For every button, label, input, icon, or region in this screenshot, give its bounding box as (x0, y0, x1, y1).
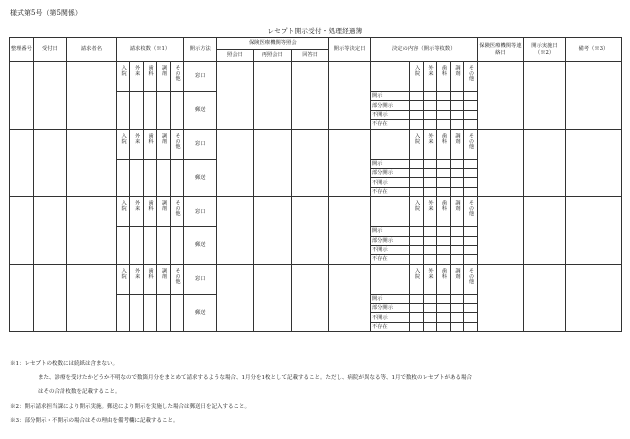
request-count-cell[interactable] (157, 227, 170, 265)
request-count-cell[interactable] (130, 159, 143, 197)
decision-count-cell[interactable] (450, 159, 463, 168)
decision-type-label-cell (410, 197, 423, 227)
entry-sai-shokai-bi-cell[interactable] (253, 197, 291, 265)
entry-biko-cell[interactable] (565, 129, 621, 197)
decision-count-cell[interactable] (437, 313, 450, 322)
decision-count-cell[interactable] (450, 178, 463, 187)
decision-count-cell[interactable] (464, 187, 478, 196)
request-count-cell[interactable] (170, 159, 184, 197)
decision-count-cell[interactable] (450, 168, 463, 177)
entry-kaito-bi-cell[interactable] (291, 62, 328, 130)
decision-count-cell[interactable] (450, 304, 463, 313)
decision-count-cell[interactable] (423, 227, 436, 236)
decision-count-cell[interactable] (464, 110, 478, 119)
header-uketsuke-bi: 受付日 (33, 38, 66, 62)
decision-count-cell[interactable] (410, 120, 423, 129)
decision-type-label: 入院 (414, 200, 421, 211)
decision-count-cell[interactable] (410, 245, 423, 254)
header-kaiji-kettei-bi: 開示等決定日 (329, 38, 370, 62)
decision-type-label: 調剤 (454, 132, 461, 143)
request-count-cell[interactable] (143, 294, 156, 332)
decision-count-cell[interactable] (464, 294, 478, 303)
decision-blank-cell (370, 264, 409, 294)
decision-count-cell[interactable] (423, 110, 436, 119)
header-kaito-bi: 回答日 (291, 50, 328, 62)
decision-type-label-cell (437, 129, 450, 159)
entry-kaiji-kettei-bi-cell[interactable] (329, 197, 370, 265)
request-count-cell[interactable] (116, 159, 129, 197)
entry-kaito-bi-cell[interactable] (291, 264, 328, 332)
request-type-label-cell (143, 264, 156, 294)
entry-renraku-bi-cell[interactable] (477, 129, 524, 197)
request-count-cell[interactable] (130, 294, 143, 332)
header-kettei-naiyo: 決定の内容（開示等枚数） (370, 38, 477, 62)
entry-sai-shokai-bi-cell[interactable] (253, 62, 291, 130)
method-label-counter: 窓口 (184, 62, 217, 92)
entry-seiri-bango-cell[interactable] (10, 197, 34, 265)
entry-uketsuke-bi-cell[interactable] (33, 197, 66, 265)
decision-type-label-cell (410, 264, 423, 294)
decision-count-cell[interactable] (464, 245, 478, 254)
request-type-label-cell (116, 197, 129, 227)
decision-count-cell[interactable] (464, 168, 478, 177)
decision-type-label-cell (410, 129, 423, 159)
request-count-cell[interactable] (170, 294, 184, 332)
entry-jisshi-bi-cell[interactable] (524, 62, 565, 130)
request-type-label-cell (170, 197, 184, 227)
request-type-label-cell (116, 129, 129, 159)
decision-label: 不開示 (370, 178, 409, 187)
request-count-cell[interactable] (143, 227, 156, 265)
entry-uketsuke-bi-cell[interactable] (33, 62, 66, 130)
entry-uketsuke-bi-cell[interactable] (33, 264, 66, 332)
entry-kaito-bi-cell[interactable] (291, 197, 328, 265)
decision-label: 不存在 (370, 187, 409, 196)
entry-shokai-bi-cell[interactable] (217, 264, 253, 332)
decision-type-label: 調剤 (454, 200, 461, 211)
request-type-label: 外来 (134, 132, 141, 143)
decision-count-cell[interactable] (464, 255, 478, 264)
decision-type-label-cell (423, 129, 436, 159)
decision-count-cell[interactable] (464, 159, 478, 168)
decision-label: 不開示 (370, 110, 409, 119)
decision-count-cell[interactable] (450, 120, 463, 129)
decision-count-cell[interactable] (450, 255, 463, 264)
decision-type-label: 外来 (427, 200, 434, 211)
request-type-label: 調剤 (161, 132, 168, 143)
entry-renraku-bi-cell[interactable] (477, 264, 524, 332)
decision-type-label: 外来 (427, 267, 434, 279)
method-label-counter: 窓口 (184, 129, 217, 159)
decision-count-cell[interactable] (437, 168, 450, 177)
decision-count-cell[interactable] (464, 313, 478, 322)
decision-label: 部分開示 (370, 168, 409, 177)
request-type-label: 入院 (120, 267, 127, 279)
request-type-label-cell (157, 129, 170, 159)
request-type-label-cell (130, 129, 143, 159)
request-type-label: 入院 (120, 65, 127, 76)
decision-type-label-cell (437, 264, 450, 294)
entry-biko-cell[interactable] (565, 264, 621, 332)
entry-jisshi-bi-cell[interactable] (524, 197, 565, 265)
request-type-label-cell (143, 197, 156, 227)
decision-label: 部分開示 (370, 101, 409, 110)
footnote-1: ※1：レセプトの枚数には続紙は含まない。 (10, 361, 119, 367)
request-count-cell[interactable] (170, 92, 184, 130)
entry-seikyusha-mei-cell[interactable] (67, 62, 117, 130)
request-count-cell[interactable] (116, 227, 129, 265)
decision-count-cell[interactable] (410, 92, 423, 101)
decision-type-label: 入院 (414, 65, 421, 76)
request-type-label: 外来 (134, 267, 141, 279)
decision-label: 不存在 (370, 322, 409, 331)
decision-count-cell[interactable] (464, 178, 478, 187)
header-renraku-bi: 保険医療機関等連絡日 (477, 38, 524, 62)
request-count-cell[interactable] (143, 92, 156, 130)
decision-label: 部分開示 (370, 236, 409, 245)
decision-count-cell[interactable] (450, 294, 463, 303)
decision-type-label-cell (423, 264, 436, 294)
method-label-mail: 郵送 (184, 294, 217, 332)
entry-kaiji-kettei-bi-cell[interactable] (329, 264, 370, 332)
decision-type-label-cell (450, 62, 463, 92)
decision-count-cell[interactable] (437, 187, 450, 196)
request-type-label: その他 (174, 267, 181, 284)
entry-kaiji-kettei-bi-cell[interactable] (329, 129, 370, 197)
request-type-label: 歯科 (147, 132, 154, 143)
request-count-cell[interactable] (116, 294, 129, 332)
entry-renraku-bi-cell[interactable] (477, 197, 524, 265)
decision-count-cell[interactable] (450, 227, 463, 236)
decision-count-cell[interactable] (437, 294, 450, 303)
request-type-label-cell (116, 62, 129, 92)
decision-type-label-cell (450, 197, 463, 227)
decision-count-cell[interactable] (410, 101, 423, 110)
decision-count-cell[interactable] (410, 322, 423, 331)
decision-count-cell[interactable] (464, 322, 478, 331)
method-label-mail: 郵送 (184, 159, 217, 197)
request-count-cell[interactable] (116, 92, 129, 130)
request-type-label-cell (130, 197, 143, 227)
decision-count-cell[interactable] (410, 187, 423, 196)
decision-count-cell[interactable] (410, 159, 423, 168)
footnote-3: ※3：部分開示・不開示の場合はその理由を備考欄に記載すること。 (10, 417, 179, 424)
decision-type-label-cell (464, 129, 478, 159)
decision-count-cell[interactable] (437, 159, 450, 168)
entry-shokai-bi-cell[interactable] (217, 129, 253, 197)
entry-seikyusha-mei-cell[interactable] (67, 264, 117, 332)
request-type-label-cell (170, 129, 184, 159)
request-type-label-cell (157, 62, 170, 92)
decision-count-cell[interactable] (437, 236, 450, 245)
decision-count-cell[interactable] (464, 236, 478, 245)
footnote-2: ※2：開示請求担当課により開示実施。郵送により開示を実施した場合は郵送日を記入すること。 (10, 403, 251, 410)
entry-jisshi-bi-cell[interactable] (524, 129, 565, 197)
decision-label: 開示 (370, 159, 409, 168)
request-type-label-cell (157, 197, 170, 227)
footnote-1-detail: また、診療を受けたかどうか不明なので数箇月分をまとめて請求するような場合、1月分を1枚として記載すること。ただし、病院が異なる等、1月で数枚のレセプトがある場合 (38, 375, 473, 382)
decision-label: 開示 (370, 294, 409, 303)
request-type-label: 歯科 (147, 65, 154, 76)
footnotes (10, 357, 622, 428)
request-type-label-cell (143, 129, 156, 159)
request-count-cell[interactable] (157, 294, 170, 332)
decision-count-cell[interactable] (423, 159, 436, 168)
request-type-label-cell (157, 264, 170, 294)
request-type-label-cell (116, 264, 129, 294)
request-type-label: 入院 (120, 200, 127, 211)
decision-type-label: その他 (467, 132, 474, 149)
decision-count-cell[interactable] (410, 227, 423, 236)
decision-count-cell[interactable] (450, 236, 463, 245)
decision-count-cell[interactable] (450, 92, 463, 101)
decision-blank-cell (370, 197, 409, 227)
decision-type-label-cell (410, 62, 423, 92)
entry-renraku-bi-cell[interactable] (477, 62, 524, 130)
decision-count-cell[interactable] (423, 236, 436, 245)
decision-type-label: その他 (467, 65, 474, 81)
decision-count-cell[interactable] (410, 168, 423, 177)
decision-count-cell[interactable] (437, 110, 450, 119)
header-shokai-bi: 照会日 (217, 50, 253, 62)
decision-count-cell[interactable] (423, 120, 436, 129)
decision-count-cell[interactable] (437, 120, 450, 129)
decision-count-cell[interactable] (450, 322, 463, 331)
header-seikyu-maisu: 請求枚数（※1） (116, 38, 183, 62)
decision-label: 開示 (370, 227, 409, 236)
decision-count-cell[interactable] (410, 178, 423, 187)
decision-count-cell[interactable] (410, 255, 423, 264)
decision-count-cell[interactable] (423, 322, 436, 331)
decision-count-cell[interactable] (423, 304, 436, 313)
form-number-label: 様式第5号（第5関係） (10, 9, 82, 17)
decision-label: 不存在 (370, 120, 409, 129)
decision-type-label: その他 (467, 200, 474, 216)
entry-sai-shokai-bi-cell[interactable] (253, 264, 291, 332)
decision-count-cell[interactable] (437, 101, 450, 110)
ledger-body (10, 62, 622, 332)
request-count-cell[interactable] (130, 92, 143, 130)
decision-type-label-cell (464, 62, 478, 92)
decision-count-cell[interactable] (437, 245, 450, 254)
decision-count-cell[interactable] (423, 255, 436, 264)
header-sai-shokai-bi: 再照会日 (253, 50, 291, 62)
decision-count-cell[interactable] (464, 101, 478, 110)
request-type-label: 調剤 (161, 267, 168, 279)
request-type-label-cell (143, 62, 156, 92)
decision-count-cell[interactable] (410, 294, 423, 303)
method-label-counter: 窓口 (184, 264, 217, 294)
decision-count-cell[interactable] (423, 245, 436, 254)
decision-label: 部分開示 (370, 304, 409, 313)
request-type-label: 歯科 (147, 200, 154, 211)
decision-type-label: 歯科 (440, 200, 447, 211)
request-count-cell[interactable] (130, 227, 143, 265)
decision-type-label: 外来 (427, 65, 434, 76)
decision-count-cell[interactable] (437, 227, 450, 236)
decision-type-label: 入院 (414, 267, 421, 279)
entry-uketsuke-bi-cell[interactable] (33, 129, 66, 197)
decision-type-label: 調剤 (454, 267, 461, 279)
header-biko: 備考（※3） (565, 38, 621, 62)
decision-count-cell[interactable] (450, 313, 463, 322)
request-type-label-cell (130, 62, 143, 92)
entry-seiri-bango-cell[interactable] (10, 129, 34, 197)
ledger-table (9, 37, 622, 332)
request-type-label-cell (130, 264, 143, 294)
decision-count-cell[interactable] (464, 304, 478, 313)
decision-type-label-cell (450, 264, 463, 294)
request-type-label: 調剤 (161, 200, 168, 211)
entry-biko-cell[interactable] (565, 197, 621, 265)
entry-sai-shokai-bi-cell[interactable] (253, 129, 291, 197)
request-type-label: 調剤 (161, 65, 168, 76)
decision-count-cell[interactable] (450, 187, 463, 196)
decision-type-label: 歯科 (440, 65, 447, 76)
decision-count-cell[interactable] (423, 101, 436, 110)
decision-type-label: 歯科 (440, 132, 447, 143)
entry-kaito-bi-cell[interactable] (291, 129, 328, 197)
decision-label: 不開示 (370, 313, 409, 322)
decision-blank-cell (370, 129, 409, 159)
decision-type-label-cell (423, 62, 436, 92)
header-seikyusha-mei: 請求者名 (67, 38, 117, 62)
decision-count-cell[interactable] (450, 245, 463, 254)
decision-count-cell[interactable] (437, 304, 450, 313)
decision-type-label: 調剤 (454, 65, 461, 76)
decision-label: 開示 (370, 92, 409, 101)
request-type-label-cell (170, 264, 184, 294)
entry-seiri-bango-cell[interactable] (10, 62, 34, 130)
request-count-cell[interactable] (170, 227, 184, 265)
header-jisshi-bi: 開示実施日（※2） (524, 38, 565, 62)
method-label-mail: 郵送 (184, 92, 217, 130)
page-title: レセプト開示受付・処理経過簿 (267, 27, 363, 35)
footnote-1-detail-cont: はその合計枚数を記載すること。 (38, 389, 121, 396)
request-type-label: その他 (174, 132, 181, 149)
request-type-label: 外来 (134, 65, 141, 76)
request-count-cell[interactable] (157, 159, 170, 197)
request-type-label: 入院 (120, 132, 127, 143)
decision-count-cell[interactable] (410, 304, 423, 313)
header-hoken-group: 保険医療機関等照会 (217, 38, 329, 50)
header-seiri-bango: 整理番号 (10, 38, 34, 62)
decision-type-label-cell (464, 197, 478, 227)
decision-count-cell[interactable] (464, 227, 478, 236)
decision-count-cell[interactable] (437, 178, 450, 187)
decision-type-label: 入院 (414, 132, 421, 143)
entry-seikyusha-mei-cell[interactable] (67, 197, 117, 265)
decision-count-cell[interactable] (437, 255, 450, 264)
decision-count-cell[interactable] (450, 110, 463, 119)
entry-shokai-bi-cell[interactable] (217, 62, 253, 130)
entry-jisshi-bi-cell[interactable] (524, 264, 565, 332)
decision-type-label: その他 (467, 267, 474, 284)
decision-blank-cell (370, 62, 409, 92)
decision-type-label-cell (437, 197, 450, 227)
decision-count-cell[interactable] (423, 92, 436, 101)
decision-count-cell[interactable] (410, 236, 423, 245)
request-type-label: 歯科 (147, 267, 154, 279)
decision-count-cell[interactable] (437, 92, 450, 101)
entry-kaiji-kettei-bi-cell[interactable] (329, 62, 370, 130)
decision-count-cell[interactable] (423, 178, 436, 187)
decision-label: 不存在 (370, 255, 409, 264)
entry-seiri-bango-cell[interactable] (10, 264, 34, 332)
request-count-cell[interactable] (143, 159, 156, 197)
header-kaiji-hoho: 開示方法 (184, 38, 217, 62)
decision-type-label-cell (423, 197, 436, 227)
decision-count-cell[interactable] (464, 92, 478, 101)
method-label-counter: 窓口 (184, 197, 217, 227)
decision-count-cell[interactable] (464, 120, 478, 129)
request-count-cell[interactable] (157, 92, 170, 130)
decision-count-cell[interactable] (423, 294, 436, 303)
decision-count-cell[interactable] (450, 101, 463, 110)
decision-type-label: 歯科 (440, 267, 447, 279)
request-type-label: その他 (174, 200, 181, 216)
request-type-label-cell (170, 62, 184, 92)
decision-count-cell[interactable] (410, 110, 423, 119)
request-type-label: その他 (174, 65, 181, 81)
decision-type-label-cell (437, 62, 450, 92)
decision-count-cell[interactable] (423, 168, 436, 177)
entry-seikyusha-mei-cell[interactable] (67, 129, 117, 197)
decision-type-label-cell (464, 264, 478, 294)
entry-biko-cell[interactable] (565, 62, 621, 130)
decision-count-cell[interactable] (423, 313, 436, 322)
method-label-mail: 郵送 (184, 227, 217, 265)
decision-label: 不開示 (370, 245, 409, 254)
decision-count-cell[interactable] (410, 313, 423, 322)
decision-type-label-cell (450, 129, 463, 159)
decision-count-cell[interactable] (423, 187, 436, 196)
decision-count-cell[interactable] (437, 322, 450, 331)
request-type-label: 外来 (134, 200, 141, 211)
entry-shokai-bi-cell[interactable] (217, 197, 253, 265)
decision-type-label: 外来 (427, 132, 434, 143)
